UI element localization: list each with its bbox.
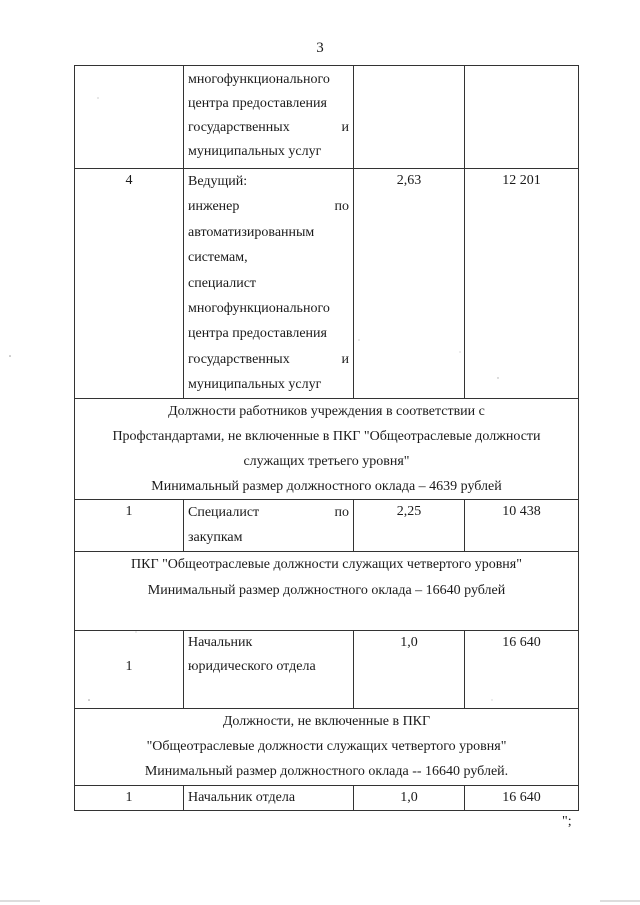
row-number-cell: 4 [75, 169, 184, 398]
row-number-cell: 1 [75, 786, 184, 810]
position-name-cell [184, 786, 354, 810]
position-name-line: центра предоставления [188, 326, 327, 342]
salary-cell [465, 66, 578, 168]
group-heading [75, 709, 578, 785]
position-name-line: юридического отдела [188, 659, 316, 674]
group-heading-line: Профстандартами, не включенные в ПКГ "Общеотраслевые должности [112, 429, 541, 444]
position-name-line: многофункционального [188, 72, 330, 87]
group-heading-line: "Общеотраслевые должности служащих четвертого уровня" [146, 739, 507, 754]
coefficient-cell: 1,0 [354, 786, 465, 810]
position-name-line: системам, [188, 250, 248, 266]
position-name-line: Специалист по [188, 505, 349, 520]
coefficient-cell: 2,63 [354, 169, 465, 398]
position-name-cell [184, 169, 354, 398]
group-heading [75, 552, 578, 630]
salary-cell: 16 640 [502, 635, 541, 650]
salary-table [74, 65, 579, 811]
group-heading-line: Минимальный размер должностного оклада -- 16640 рублей. [144, 764, 509, 779]
position-name-line: закупкам [188, 530, 243, 545]
salary-cell: 12 201 [502, 173, 541, 188]
group-heading-line: Должности работников учреждения в соответствии с [168, 404, 485, 419]
coefficient-cell [354, 66, 465, 168]
position-name-line: инженер по [188, 199, 349, 215]
table-row [74, 399, 579, 500]
group-heading-line: служащих третьего уровня" [243, 454, 410, 469]
position-name-line: автоматизированным [188, 224, 315, 240]
position-name-line: муниципальных услуг [188, 377, 322, 393]
group-heading [75, 399, 578, 499]
position-name-line: муниципальных услуг [188, 144, 322, 159]
position-name-line: государственных и [188, 120, 349, 135]
group-heading-line: Минимальный размер должностного оклада – 16640 рублей [147, 583, 506, 598]
position-name-line: Ведущий: [188, 174, 248, 189]
table-row [74, 786, 579, 811]
position-name-cell [184, 66, 354, 168]
closing-quote-mark: "; [562, 814, 572, 829]
row-number-cell [75, 66, 184, 168]
page-number: 3 [316, 40, 324, 56]
position-name-line: специалист [188, 275, 257, 291]
table-row [74, 552, 579, 631]
position-name-line: Начальник [188, 635, 253, 650]
salary-cell: 10 438 [502, 504, 541, 519]
table-row [74, 500, 579, 552]
position-name-line: многофункционального [188, 301, 330, 317]
table-row [74, 169, 579, 399]
coefficient-cell: 2,25 [354, 500, 465, 551]
position-name-cell [184, 500, 354, 551]
coefficient-cell: 1,0 [354, 631, 465, 708]
group-heading-line: ПКГ "Общеотраслевые должности служащих четвертого уровня" [131, 557, 522, 572]
position-name-cell [184, 631, 354, 708]
position-name-line: государственных и [188, 351, 349, 367]
table-row [74, 65, 579, 169]
group-heading-line: Должности, не включенные в ПКГ [222, 714, 431, 729]
table-row [74, 709, 579, 786]
position-name-line: Начальник отдела [188, 790, 296, 805]
salary-cell: 16 640 [502, 790, 541, 805]
position-name-line: центра предоставления [188, 96, 327, 111]
row-number-cell: 1 [75, 500, 184, 551]
group-heading-line: Минимальный размер должностного оклада – 4639 рублей [151, 479, 502, 494]
row-number-cell: 1 [75, 631, 184, 708]
table-row [74, 631, 579, 709]
